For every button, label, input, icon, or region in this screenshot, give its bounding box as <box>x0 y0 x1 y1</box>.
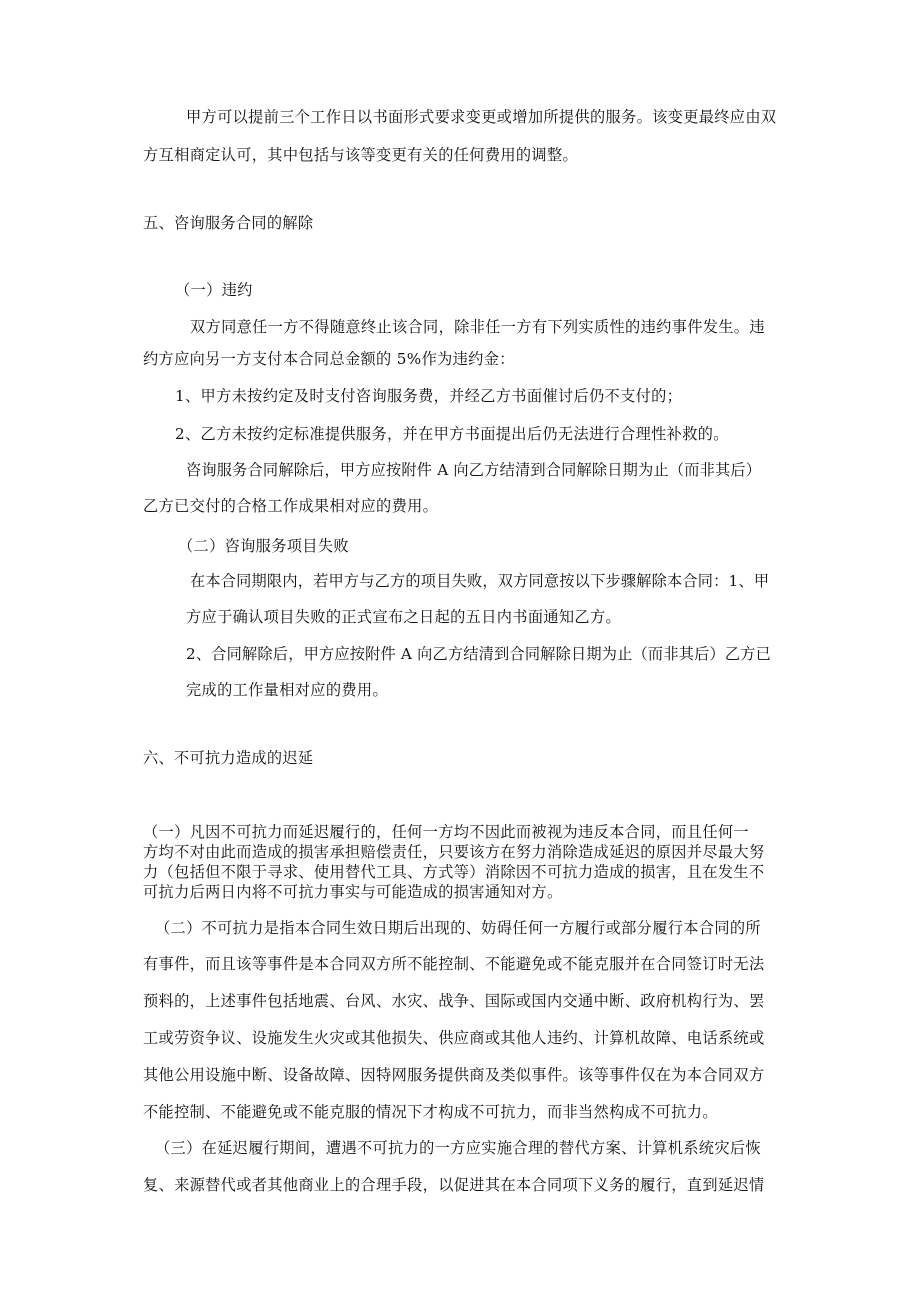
force-majeure-1-line-1: （一）凡因不可抗力而延迟履行的，任何一方均不因此而被视为违反本合同，而且任何一 <box>143 823 749 841</box>
force-majeure-3-line-2: 复、来源替代或者其他商业上的合理手段，以促进其在本合同项下义务的履行，直到延迟情 <box>143 1176 765 1194</box>
section-5-2-heading: （二）咨询服务项目失败 <box>178 537 349 555</box>
section-5-1-heading: （一）违约 <box>175 281 253 299</box>
force-majeure-1-line-4: 可抗力后两日内将不可抗力事实与可能造成的损害通知对方。 <box>143 883 563 901</box>
project-failure-line-1: 在本合同期限内，若甲方与乙方的项目失败，双方同意按以下步骤解除本合同：1、甲 <box>190 572 770 590</box>
force-majeure-2-line-5: 其他公用设施中断、设备故障、因特网服务提供商及类似事件。该等事件仅在为本合同双方 <box>143 1066 765 1084</box>
project-failure-line-3: 2、合同解除后，甲方应按附件 A 向乙方结清到合同解除日期为止（而非其后）乙方已 <box>186 645 772 663</box>
force-majeure-2-line-3: 预料的，上述事件包括地震、台风、水灾、战争、国际或国内交通中断、政府机构行为、罢 <box>143 992 765 1010</box>
project-failure-line-2: 方应于确认项目失败的正式宣布之日起的五日内书面通知乙方。 <box>186 608 622 626</box>
breach-paragraph-line-1: 双方同意任一方不得随意终止该合同，除非任一方有下列实质性的违约事件发生。违 <box>190 318 765 336</box>
force-majeure-2-line-4: 工或劳资争议、设施发生火灾或其他损失、供应商或其他人违约、计算机故障、电话系统或 <box>143 1029 765 1047</box>
project-failure-line-4: 完成的工作量相对应的费用。 <box>186 681 388 699</box>
section-6-heading: 六、不可抗力造成的迟延 <box>143 749 314 767</box>
force-majeure-1-line-2: 方均不对由此而造成的损害承担赔偿责任，只要该方在努力消除造成延迟的原因并尽最大努 <box>143 843 765 861</box>
termination-paragraph-line-2: 乙方已交付的合格工作成果相对应的费用。 <box>143 497 439 515</box>
intro-line-2: 方互相商定认可，其中包括与该等变更有关的任何费用的调整。 <box>143 146 579 164</box>
force-majeure-2-line-2: 有事件，而且该等事件是本合同双方所不能控制、不能避免或不能克服并在合同签订时无法 <box>143 955 765 973</box>
intro-line-1: 甲方可以提前三个工作日以书面形式要求变更或增加所提供的服务。该变更最终应由双 <box>186 108 777 126</box>
section-5-heading: 五、咨询服务合同的解除 <box>143 214 314 232</box>
termination-paragraph-line-1: 咨询服务合同解除后，甲方应按附件 A 向乙方结清到合同解除日期为止（而非其后） <box>186 461 762 479</box>
force-majeure-3-line-1: （三）在延迟履行期间，遭遇不可抗力的一方应实施合理的替代方案、计算机系统灾后恢 <box>155 1139 761 1157</box>
breach-item-2: 2、乙方未按约定标准提供服务，并在甲方书面提出后仍无法进行合理性补救的。 <box>175 425 729 443</box>
breach-paragraph-line-2: 约方应向另一方支付本合同总金额的 5%作为违约金： <box>143 350 515 368</box>
force-majeure-1-line-3: 力（包括但不限于寻求、使用替代工具、方式等）消除因不可抗力造成的损害，且在发生不 <box>143 863 765 881</box>
force-majeure-2-line-6: 不能控制、不能避免或不能克服的情况下才构成不可抗力，而非当然构成不可抗力。 <box>143 1103 718 1121</box>
breach-item-1: 1、甲方未按约定及时支付咨询服务费，并经乙方书面催讨后仍不支付的； <box>175 387 683 405</box>
force-majeure-2-line-1: （二）不可抗力是指本合同生效日期后出现的、妨碍任何一方履行或部分履行本合同的所 <box>155 919 761 937</box>
